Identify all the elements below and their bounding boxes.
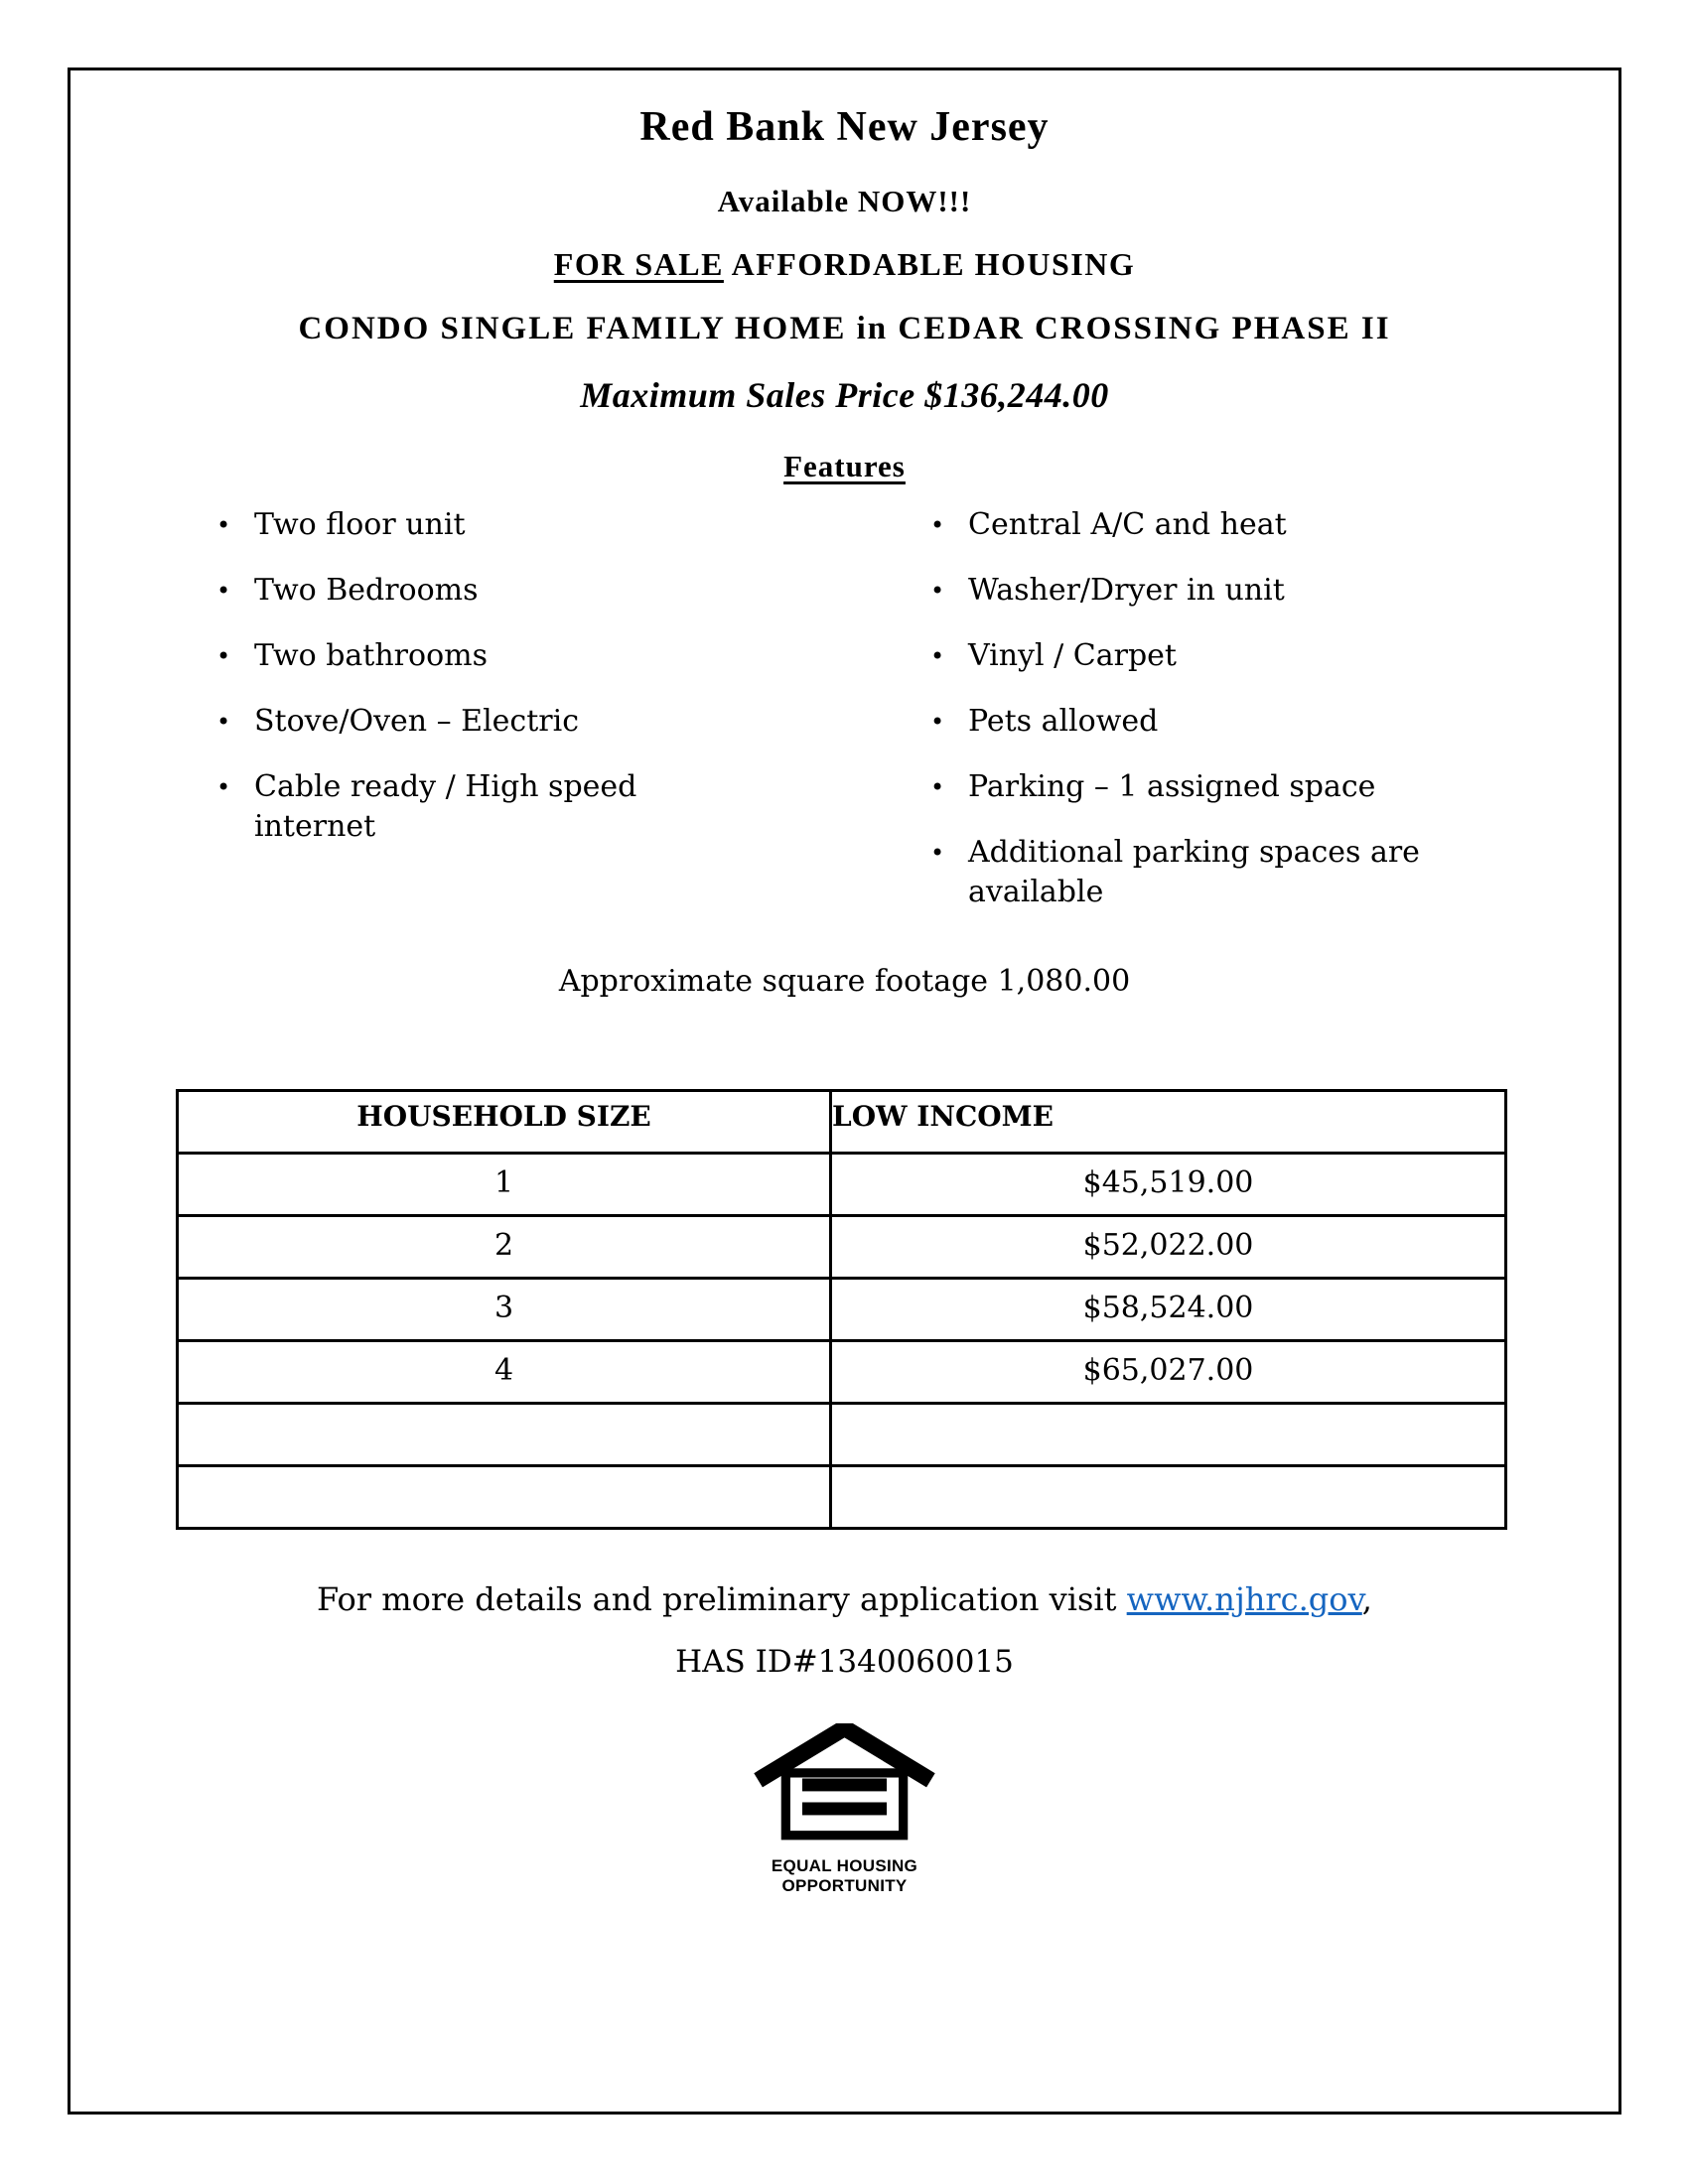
list-item: • Two Bedrooms xyxy=(216,571,860,611)
household-size-cell: 2 xyxy=(178,1216,831,1279)
table-row xyxy=(178,1341,1506,1404)
table-header-row xyxy=(178,1091,1506,1154)
list-item: • Two bathrooms xyxy=(216,636,860,676)
has-id-line: HAS ID#1340060015 xyxy=(675,1644,1014,1680)
condo-heading: CONDO SINGLE FAMILY HOME in CEDAR CROSSING PHASE II xyxy=(298,311,1391,346)
household-size-cell xyxy=(178,1466,831,1529)
features-column-right xyxy=(860,505,1618,938)
features-column-left xyxy=(70,505,860,938)
income-cell: $65,027.00 xyxy=(831,1341,1506,1404)
household-size-cell: 4 xyxy=(178,1341,831,1404)
for-sale-underlined-text: FOR SALE xyxy=(553,246,724,282)
affordable-housing-text: AFFORDABLE HOUSING xyxy=(723,246,1136,282)
page-title: Red Bank New Jersey xyxy=(639,104,1050,150)
details-line xyxy=(70,1578,1618,1620)
table-row-empty xyxy=(178,1404,1506,1466)
household-size-cell xyxy=(178,1404,831,1466)
available-now-heading: Available NOW!!! xyxy=(717,184,972,218)
details-prefix: For more details and preliminary application visit xyxy=(317,1580,1127,1618)
table-row xyxy=(178,1279,1506,1341)
list-item: • Additional parking spaces are available xyxy=(930,833,1618,912)
household-size-cell: 3 xyxy=(178,1279,831,1341)
bullet-icon xyxy=(930,833,968,912)
table-row xyxy=(178,1154,1506,1216)
list-item: • Parking – 1 assigned space xyxy=(930,767,1618,807)
income-limits-table xyxy=(176,1089,1507,1530)
equal-housing-logo xyxy=(70,1723,1618,1896)
list-item: • Central A/C and heat xyxy=(930,505,1618,545)
list-item: • Washer/Dryer in unit xyxy=(930,571,1618,611)
household-size-cell: 1 xyxy=(178,1154,831,1216)
features-columns xyxy=(70,505,1618,938)
income-cell xyxy=(831,1466,1506,1529)
income-cell xyxy=(831,1404,1506,1466)
bullet-icon xyxy=(216,571,254,611)
list-item: • Vinyl / Carpet xyxy=(930,636,1618,676)
list-item: • Pets allowed xyxy=(930,702,1618,742)
details-suffix: , xyxy=(1361,1580,1372,1618)
income-cell: $58,524.00 xyxy=(831,1279,1506,1341)
bullet-icon xyxy=(216,702,254,742)
household-size-header: HOUSEHOLD SIZE xyxy=(178,1091,831,1154)
square-footage-line: Approximate square footage 1,080.00 xyxy=(558,964,1131,999)
logo-caption-line1: EQUAL HOUSING xyxy=(771,1856,918,1875)
income-cell: $45,519.00 xyxy=(831,1154,1506,1216)
bullet-icon xyxy=(216,767,254,847)
bullet-icon xyxy=(930,636,968,676)
income-cell: $52,022.00 xyxy=(831,1216,1506,1279)
low-income-header: LOW INCOME xyxy=(831,1091,1506,1154)
bullet-icon xyxy=(930,571,968,611)
bullet-icon xyxy=(930,767,968,807)
for-sale-heading xyxy=(70,245,1618,283)
bullet-icon xyxy=(930,505,968,545)
logo-caption xyxy=(70,1856,1618,1896)
list-item: • Stove/Oven – Electric xyxy=(216,702,860,742)
table-row-empty xyxy=(178,1466,1506,1529)
bullet-icon xyxy=(930,702,968,742)
bullet-icon xyxy=(216,505,254,545)
features-heading: Features xyxy=(783,449,906,483)
njhrc-link[interactable]: www.njhrc.gov xyxy=(1126,1580,1362,1618)
logo-caption-line2: OPPORTUNITY xyxy=(781,1876,908,1895)
equal-housing-house-icon xyxy=(753,1723,936,1844)
table-row xyxy=(178,1216,1506,1279)
bullet-icon xyxy=(216,636,254,676)
page-border-frame xyxy=(68,68,1621,2115)
list-item: • Two floor unit xyxy=(216,505,860,545)
max-sales-price-line: Maximum Sales Price $136,244.00 xyxy=(580,375,1109,415)
list-item: • Cable ready / High speed internet xyxy=(216,767,860,847)
